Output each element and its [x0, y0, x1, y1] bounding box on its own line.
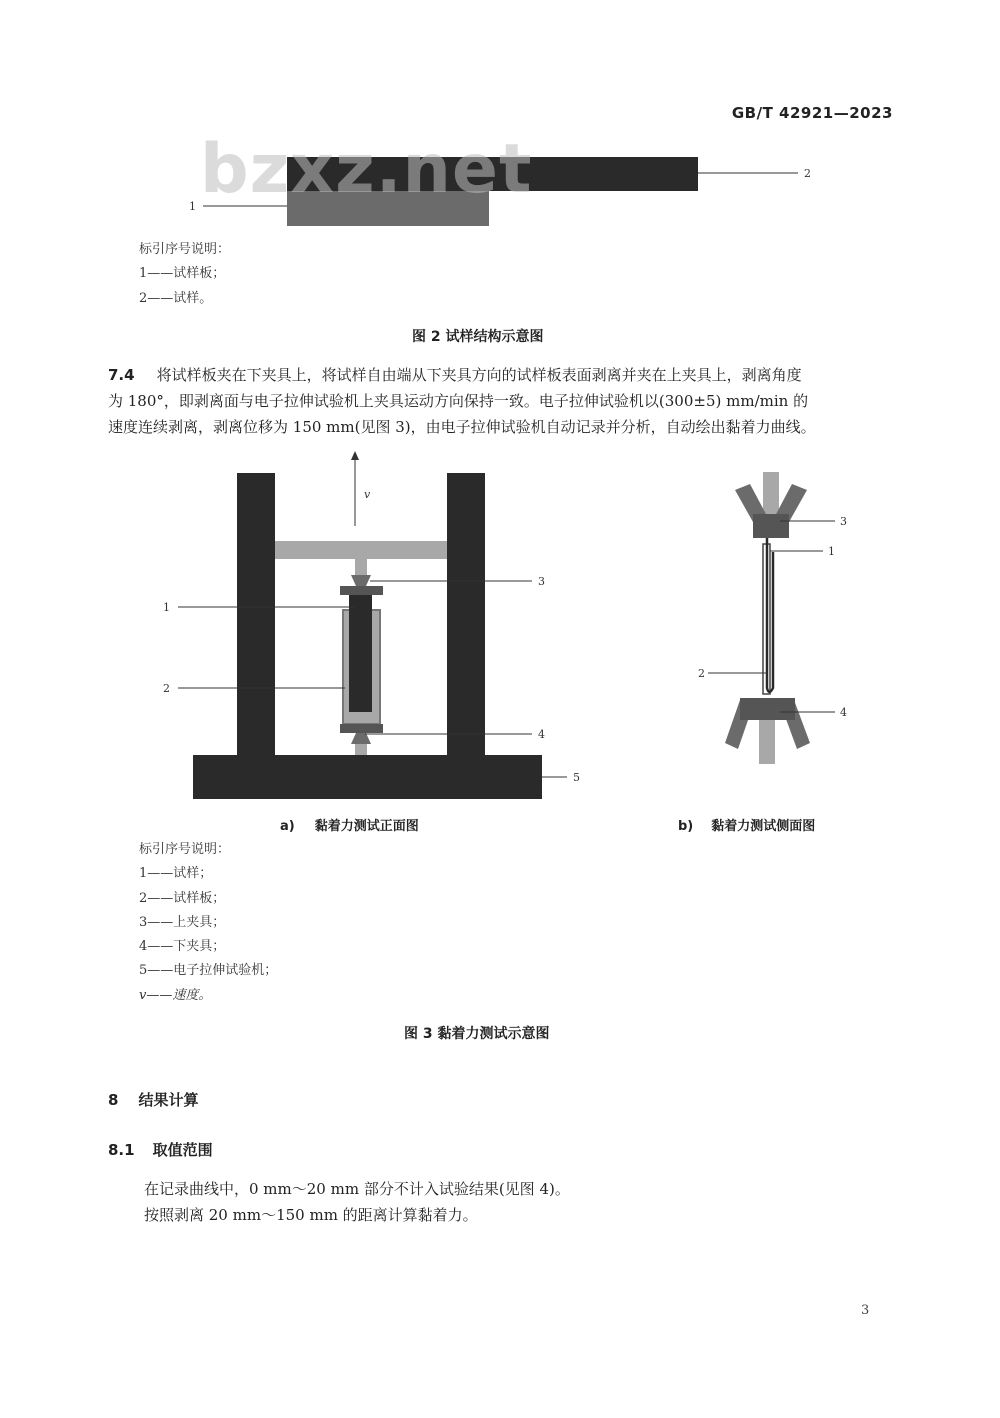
fig3-legend-item: 4——下夹具；: [139, 939, 226, 954]
paragraph-line: 速度连续剥离，剥离位移为 150 mm(见图 3)，由电子拉伸试验机自动记录并分析，自动绘出黏着力曲线。: [108, 418, 816, 436]
left-column: [237, 473, 275, 755]
standard-number: GB/T 42921—2023: [731, 104, 893, 122]
fig3-legend-item: 5——电子拉伸试验机；: [139, 963, 278, 978]
callout-3: 3: [840, 515, 847, 528]
velocity-label: v: [364, 488, 371, 501]
callout-4: 4: [538, 728, 545, 741]
machine-base: [193, 755, 542, 799]
crossbeam: [275, 541, 447, 559]
fig3-legend-item: 1——试样；: [139, 866, 213, 881]
callout-1: 1: [189, 200, 196, 213]
callout-4: 4: [840, 706, 847, 719]
section-8-1-body: [144, 1176, 894, 1228]
subfigure-a-label: a) 黏着力测试正面图: [280, 819, 419, 834]
fig2-legend-item: 1——试样板；: [139, 266, 226, 281]
watermark: bzxz.net: [200, 130, 533, 209]
section-8-heading: 8 结果计算: [108, 1091, 199, 1109]
upper-clamp: [351, 575, 371, 586]
paragraph-line: 7.4 将试样板夹在下夹具上，将试样自由端从下夹具方向的试样板表面剥离并夹在上夹具上，剥离角度: [108, 366, 802, 384]
callout-1: 1: [163, 601, 170, 614]
paragraph-line: 为 180°，即剥离面与电子拉伸试验机上夹具运动方向保持一致。电子拉伸试验机以(300±5) mm/min 的: [108, 392, 809, 410]
figure-3b-side-view: [680, 460, 880, 780]
page-number: 3: [861, 1303, 870, 1318]
callout-5: 5: [573, 771, 580, 784]
lower-clamp-bar: [340, 724, 383, 733]
lower-rod: [355, 744, 367, 755]
callout-1: 1: [828, 545, 835, 558]
section-8-1-heading: 8.1 取值范围: [108, 1141, 213, 1159]
callout-3: 3: [538, 575, 545, 588]
section-7-4: [108, 362, 898, 440]
fig2-caption: 图 2 试样结构示意图: [412, 329, 544, 345]
fig2-legend-title: 标引序号说明：: [139, 242, 231, 257]
clause-number: 7.4: [108, 366, 135, 384]
fig3-legend-title: 标引序号说明：: [139, 842, 231, 857]
callout-2: 2: [804, 167, 811, 180]
fig3-caption: 图 3 黏着力测试示意图: [404, 1026, 550, 1042]
fig3-legend-item: v——速度。: [139, 988, 212, 1003]
callout-2: 2: [698, 667, 705, 680]
upper-rod: [355, 559, 367, 575]
fig3-legend-item: 3——上夹具；: [139, 915, 226, 930]
lower-rod: [759, 720, 775, 764]
right-column: [447, 473, 485, 755]
paragraph-line: 在记录曲线中，0 mm～20 mm 部分不计入试验结果(见图 4)。: [144, 1180, 570, 1198]
paragraph-line: 按照剥离 20 mm～150 mm 的距离计算黏着力。: [144, 1206, 478, 1224]
callout-2: 2: [163, 682, 170, 695]
arrow-head: [351, 451, 359, 460]
figure-3a-front-view: [0, 440, 620, 820]
upper-clamp-block: [753, 514, 789, 538]
upper-rod: [763, 472, 779, 514]
lower-clamp: [351, 733, 371, 744]
fig2-legend-item: 2——试样。: [139, 291, 213, 306]
fig3-legend-item: 2——试样板；: [139, 891, 226, 906]
lower-clamp-block: [740, 698, 795, 720]
upper-clamp-bar: [340, 586, 383, 595]
specimen: [349, 595, 372, 712]
subfigure-b-label: b) 黏着力测试侧面图: [678, 819, 816, 834]
